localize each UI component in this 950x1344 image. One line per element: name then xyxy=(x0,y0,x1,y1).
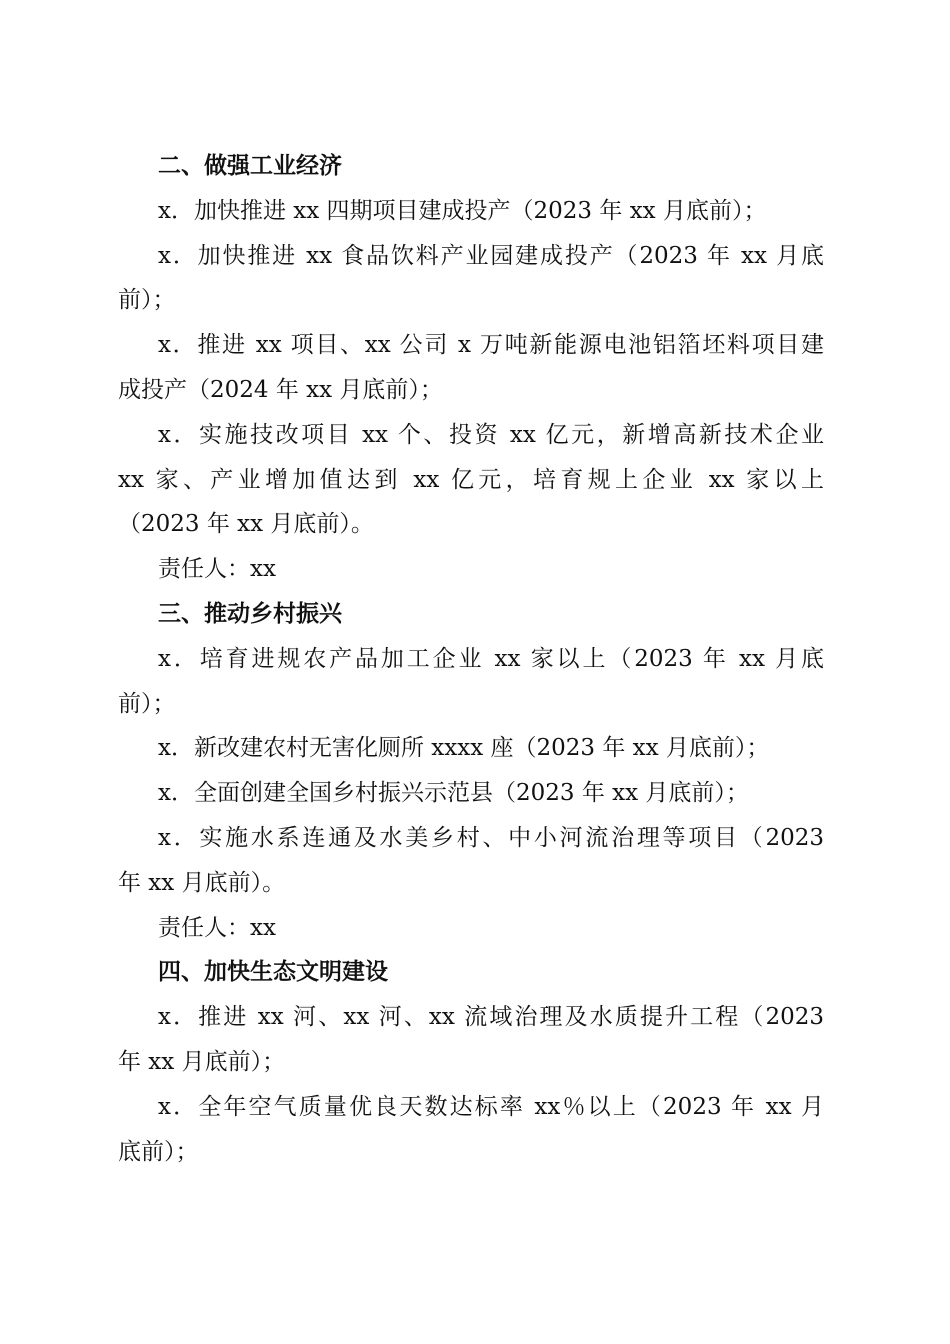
paragraph-line: （2023 年 xx 月底前）。 xyxy=(118,511,374,538)
paragraph-line: x．培育进规农产品加工企业 xx 家以上（2023 年 xx 月底 xyxy=(158,645,824,672)
paragraph-line: 成投产（2024 年 xx 月底前）； xyxy=(118,376,443,403)
paragraph-line: 前）； xyxy=(118,690,176,717)
section-heading-rural: 三、推动乡村振兴 xyxy=(158,600,342,627)
paragraph-line: 底前）； xyxy=(118,1138,199,1165)
paragraph-line: x．推进 xx 项目、xx 公司 x 万吨新能源电池铝箔坯料项目建 xyxy=(158,332,824,359)
paragraph-line: xx 家、产业增加值达到 xx 亿元，培育规上企业 xx 家以上 xyxy=(118,466,824,493)
paragraph-line: 年 xx 月底前）。 xyxy=(118,869,286,896)
responsible-person-line: 责任人：xx xyxy=(158,556,276,583)
paragraph-line: x．全面创建全国乡村振兴示范县（2023 年 xx 月底前）； xyxy=(158,780,749,807)
section-heading-ecology: 四、加快生态文明建设 xyxy=(158,959,388,986)
paragraph-line: x．新改建农村无害化厕所 xxxx 座（2023 年 xx 月底前）； xyxy=(158,735,770,762)
paragraph-line: x．实施技改项目 xx 个、投资 xx 亿元，新增高新技术企业 xyxy=(158,421,824,448)
paragraph-line: x．加快推进 xx 食品饮料产业园建成投产（2023 年 xx 月底 xyxy=(158,242,824,269)
document-page xyxy=(118,144,824,1174)
section-heading-industry: 二、做强工业经济 xyxy=(158,153,342,179)
paragraph-line: x．实施水系连通及水美乡村、中小河流治理等项目（2023 xyxy=(158,824,824,851)
paragraph-line: 年 xx 月底前）； xyxy=(118,1048,286,1075)
paragraph-line: 前）； xyxy=(118,287,176,314)
responsible-person-line: 责任人：xx xyxy=(158,914,276,941)
paragraph-line: x．推进 xx 河、xx 河、xx 流域治理及水质提升工程（2023 xyxy=(158,1004,824,1031)
paragraph-line: x．全年空气质量优良天数达标率 xx％以上（2023 年 xx 月 xyxy=(158,1093,824,1120)
paragraph-line: x．加快推进 xx 四期项目建成投产（2023 年 xx 月底前）； xyxy=(158,197,767,224)
